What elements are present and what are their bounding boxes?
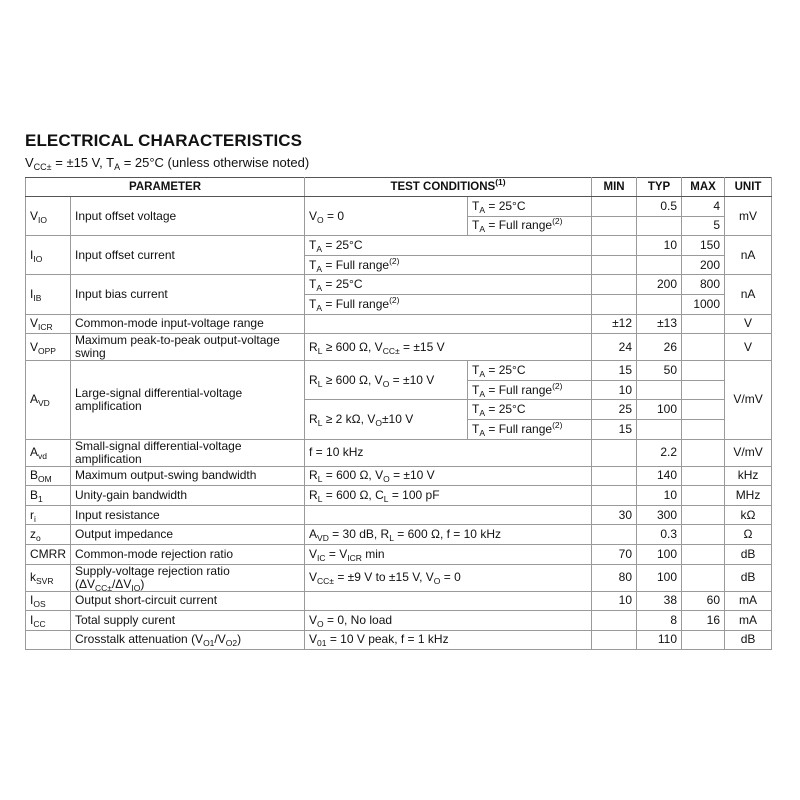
symbol-cell: $I_{IB}$ [26, 275, 71, 314]
parameter-cell: Maximum peak-to-peak output-voltage swing [71, 334, 305, 361]
condition-cell: $T_A = 25^\circ C$ [305, 236, 592, 256]
table-row [26, 591, 772, 611]
symbol-cell: $B_{OM}$ [26, 466, 71, 486]
unit-cell: nA [725, 275, 772, 314]
table-row [26, 466, 772, 486]
table-row [26, 236, 772, 256]
min-cell [592, 255, 637, 275]
min-cell: 10 [592, 380, 637, 400]
sub-condition-cell: $T_A = 25^\circ C$ [468, 400, 592, 420]
typ-cell [637, 380, 682, 400]
min-cell [592, 216, 637, 236]
min-cell [592, 611, 637, 631]
max-cell [682, 334, 725, 361]
typ-cell: 140 [637, 466, 682, 486]
typ-cell [637, 294, 682, 314]
min-cell [592, 236, 637, 256]
condition-cell: $R_L \ge 600$ Ω, $V_O = \pm 10$ V [305, 361, 468, 400]
table-row [26, 197, 772, 217]
condition-cell: $T_A$ = Full range$^{(2)}$ [305, 294, 592, 314]
parameter-cell: Common-mode input-voltage range [71, 314, 305, 334]
header-min: MIN [592, 178, 637, 197]
sub-condition-cell: $T_A$ = Full range$^{(2)}$ [468, 419, 592, 439]
min-cell [592, 197, 637, 217]
typ-cell: 300 [637, 505, 682, 525]
parameter-cell: Supply-voltage rejection ratio $(\Delta V_{CC\pm}/\Delta V_{IO})$ [71, 564, 305, 591]
typ-cell: 0.3 [637, 525, 682, 545]
header-unit: UNIT [725, 178, 772, 197]
min-cell: 80 [592, 564, 637, 591]
unit-cell: mA [725, 591, 772, 611]
symbol-cell: $V_{OPP}$ [26, 334, 71, 361]
condition-cell [305, 505, 592, 525]
symbol-cell: CMRR [26, 544, 71, 564]
parameter-cell: Common-mode rejection ratio [71, 544, 305, 564]
unit-cell: mA [725, 611, 772, 631]
min-cell [592, 486, 637, 506]
min-cell: 30 [592, 505, 637, 525]
max-cell [682, 419, 725, 439]
condition-cell: $R_L \ge 2$ kΩ, $V_O\pm 10$ V [305, 400, 468, 439]
unit-cell: kHz [725, 466, 772, 486]
condition-cell: $A_{VD} = 30$ dB, $R_L = 600$ Ω, f = 10 kHz [305, 525, 592, 545]
sub-condition-cell: $T_A$ = Full range$^{(2)}$ [468, 380, 592, 400]
max-cell [682, 525, 725, 545]
typ-cell: 2.2 [637, 439, 682, 466]
condition-cell [305, 591, 592, 611]
parameter-cell: Input offset current [71, 236, 305, 275]
header-parameter: PARAMETER [26, 178, 305, 197]
max-cell [682, 630, 725, 650]
parameter-cell: Unity-gain bandwidth [71, 486, 305, 506]
max-cell [682, 439, 725, 466]
typ-cell: 100 [637, 564, 682, 591]
typ-cell: 0.5 [637, 197, 682, 217]
typ-cell: 26 [637, 334, 682, 361]
unit-cell: V/mV [725, 439, 772, 466]
typ-cell: 200 [637, 275, 682, 295]
condition-cell: $V_{IC} = V_{ICR}$ min [305, 544, 592, 564]
typ-cell: 8 [637, 611, 682, 631]
page-title: ELECTRICAL CHARACTERISTICS [25, 131, 303, 150]
max-cell: 150 [682, 236, 725, 256]
parameter-cell: Output impedance [71, 525, 305, 545]
max-cell: 1000 [682, 294, 725, 314]
header-typ: TYP [637, 178, 682, 197]
parameter-cell: Crosstalk attenuation $(V_{O1}/V_{O2})$ [71, 630, 305, 650]
table-row [26, 334, 772, 361]
unit-cell: dB [725, 630, 772, 650]
unit-cell: nA [725, 236, 772, 275]
conditions-subtitle: $V_{CC\pm} = \pm 15$ V, $T_A = 25^\circ C$ (unless otherwise noted) [25, 155, 310, 172]
parameter-cell: Small-signal differential-voltage amplification [71, 439, 305, 466]
parameter-cell: Large-signal differential-voltage amplification [71, 361, 305, 439]
table-row [26, 544, 772, 564]
min-cell [592, 439, 637, 466]
typ-cell: ±13 [637, 314, 682, 334]
max-cell: 5 [682, 216, 725, 236]
typ-cell [637, 216, 682, 236]
unit-cell: dB [725, 544, 772, 564]
symbol-cell: $k_{SVR}$ [26, 564, 71, 591]
table-row [26, 611, 772, 631]
table-row [26, 361, 772, 381]
condition-cell: $V_{01} = 10$ V peak, f = 1 kHz [305, 630, 592, 650]
max-cell [682, 505, 725, 525]
max-cell: 4 [682, 197, 725, 217]
electrical-characteristics-table [25, 177, 772, 650]
unit-cell: MHz [725, 486, 772, 506]
min-cell [592, 525, 637, 545]
parameter-cell: Total supply curent [71, 611, 305, 631]
parameter-cell: Maximum output-swing bandwidth [71, 466, 305, 486]
max-cell [682, 544, 725, 564]
min-cell [592, 294, 637, 314]
max-cell: 200 [682, 255, 725, 275]
table-row [26, 275, 772, 295]
symbol-cell: $I_{CC}$ [26, 611, 71, 631]
min-cell [592, 275, 637, 295]
typ-cell: 38 [637, 591, 682, 611]
symbol-cell [26, 630, 71, 650]
symbol-cell: $V_{IO}$ [26, 197, 71, 236]
max-cell [682, 380, 725, 400]
max-cell [682, 486, 725, 506]
condition-cell: $V_O = 0$, No load [305, 611, 592, 631]
max-cell [682, 466, 725, 486]
sub-condition-cell: $T_A = 25^\circ C$ [468, 361, 592, 381]
min-cell: 25 [592, 400, 637, 420]
parameter-cell: Output short-circuit current [71, 591, 305, 611]
typ-cell: 10 [637, 236, 682, 256]
typ-cell: 100 [637, 400, 682, 420]
typ-cell: 10 [637, 486, 682, 506]
condition-cell: $T_A = 25^\circ C$ [305, 275, 592, 295]
min-cell: 24 [592, 334, 637, 361]
condition-cell: $R_L = 600$ Ω, $V_O = \pm 10$ V [305, 466, 592, 486]
typ-cell: 100 [637, 544, 682, 564]
unit-cell: dB [725, 564, 772, 591]
unit-cell: mV [725, 197, 772, 236]
condition-cell: $R_L \ge 600$ Ω, $V_{CC\pm} = \pm 15$ V [305, 334, 592, 361]
max-cell [682, 400, 725, 420]
min-cell: ±12 [592, 314, 637, 334]
max-cell [682, 564, 725, 591]
condition-cell [305, 314, 592, 334]
symbol-cell: $z_o$ [26, 525, 71, 545]
max-cell: 800 [682, 275, 725, 295]
max-cell [682, 314, 725, 334]
parameter-cell: Input offset voltage [71, 197, 305, 236]
condition-cell: $T_A$ = Full range$^{(2)}$ [305, 255, 592, 275]
parameter-cell: Input bias current [71, 275, 305, 314]
unit-cell: V [725, 334, 772, 361]
min-cell [592, 466, 637, 486]
table-row [26, 564, 772, 591]
min-cell: 10 [592, 591, 637, 611]
table-row [26, 486, 772, 506]
table-row [26, 505, 772, 525]
symbol-cell: $r_i$ [26, 505, 71, 525]
condition-cell: $V_{CC\pm} = \pm 9$ V to ±15 V, $V_O = 0$ [305, 564, 592, 591]
table-header-row [26, 178, 772, 197]
sub-condition-cell: $T_A$ = Full range$^{(2)}$ [468, 216, 592, 236]
typ-cell [637, 419, 682, 439]
condition-cell: $R_L = 600$ Ω, $C_L = 100$ pF [305, 486, 592, 506]
condition-cell: $V_O = 0$ [305, 197, 468, 236]
unit-cell: Ω [725, 525, 772, 545]
header-test-conditions: TEST CONDITIONS$^{(1)}$ [305, 178, 592, 197]
table-row [26, 439, 772, 466]
sub-condition-cell: $T_A = 25^\circ C$ [468, 197, 592, 217]
max-cell: 60 [682, 591, 725, 611]
table-row [26, 314, 772, 334]
typ-cell [637, 255, 682, 275]
typ-cell: 50 [637, 361, 682, 381]
header-max: MAX [682, 178, 725, 197]
condition-cell: f = 10 kHz [305, 439, 592, 466]
table-row [26, 630, 772, 650]
parameter-cell: Input resistance [71, 505, 305, 525]
min-cell: 70 [592, 544, 637, 564]
unit-cell: V/mV [725, 361, 772, 439]
min-cell: 15 [592, 361, 637, 381]
max-cell: 16 [682, 611, 725, 631]
symbol-cell: $A_{vd}$ [26, 439, 71, 466]
unit-cell: V [725, 314, 772, 334]
symbol-cell: $B_1$ [26, 486, 71, 506]
typ-cell: 110 [637, 630, 682, 650]
unit-cell: kΩ [725, 505, 772, 525]
table-row [26, 525, 772, 545]
min-cell: 15 [592, 419, 637, 439]
symbol-cell: $A_{VD}$ [26, 361, 71, 439]
symbol-cell: $V_{ICR}$ [26, 314, 71, 334]
symbol-cell: $I_{OS}$ [26, 591, 71, 611]
symbol-cell: $I_{IO}$ [26, 236, 71, 275]
max-cell [682, 361, 725, 381]
min-cell [592, 630, 637, 650]
